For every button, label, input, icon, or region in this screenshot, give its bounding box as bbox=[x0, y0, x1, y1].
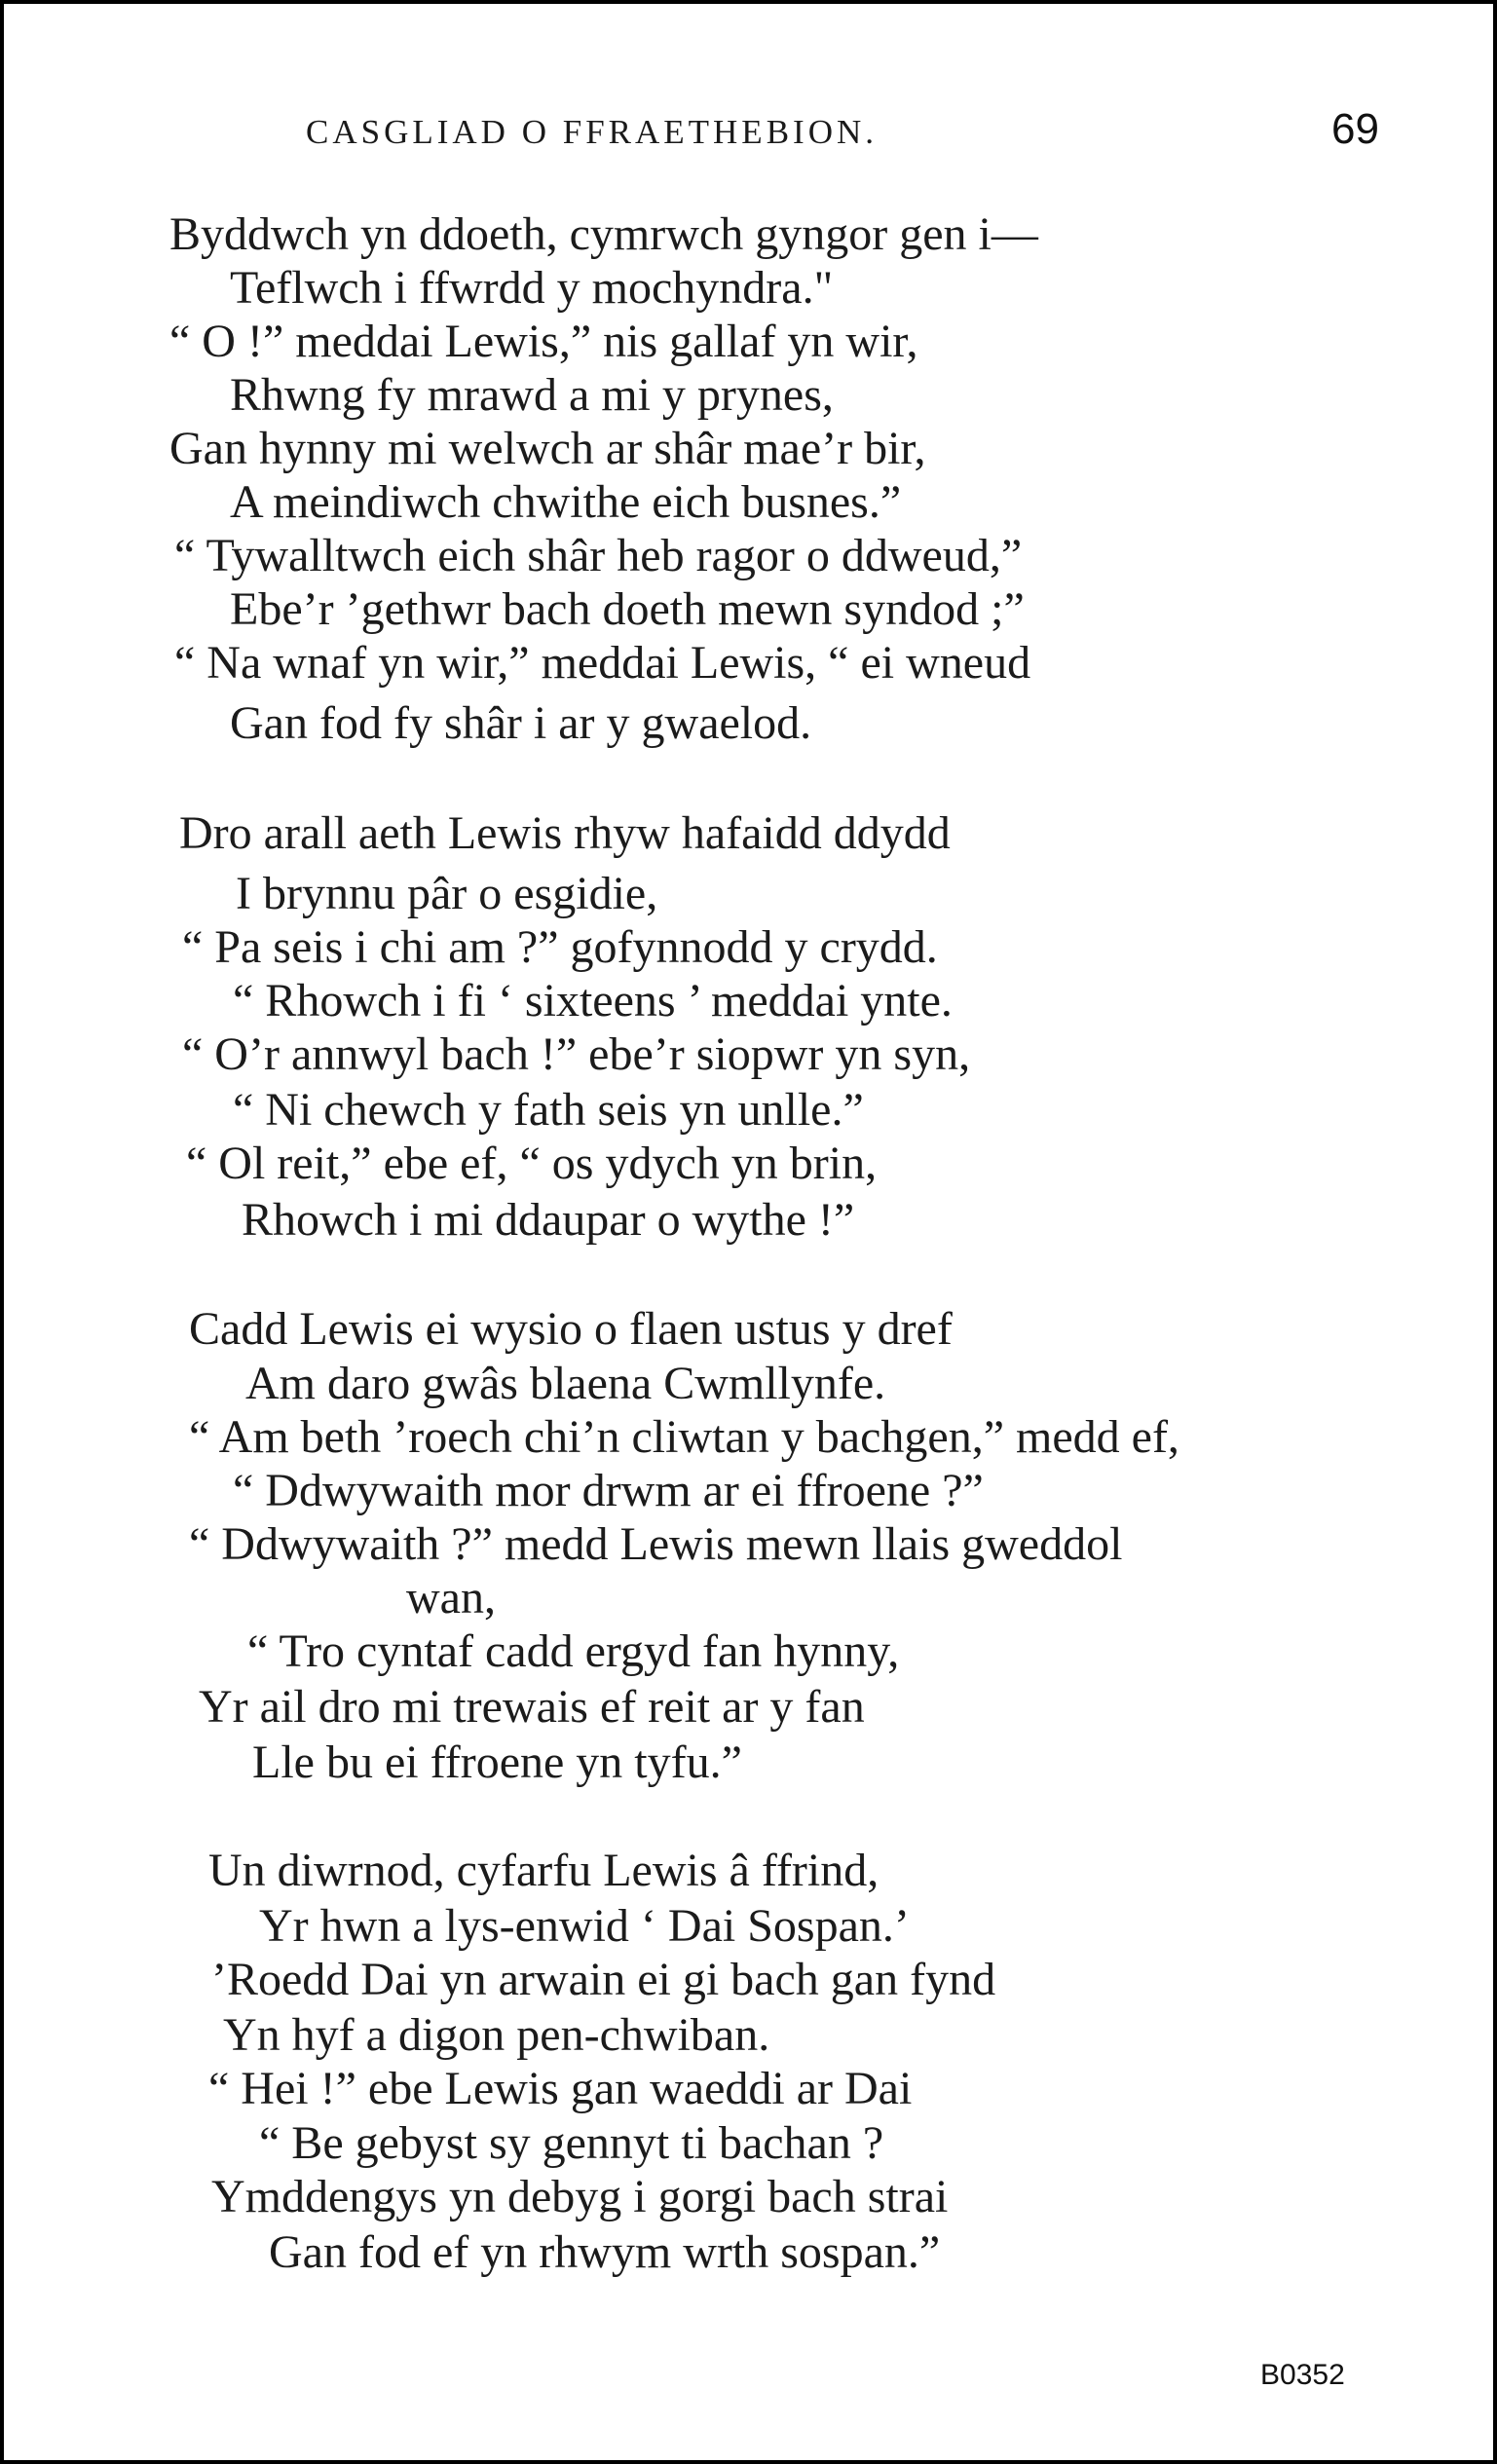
verse-line: Am daro gwâs blaena Cwmllynfe. bbox=[245, 1358, 886, 1409]
verse-line: “ Ddwywaith ?” medd Lewis mewn llais gweddol bbox=[189, 1518, 1123, 1570]
verse-line: “ Tywalltwch eich shâr heb ragor o ddweud,” bbox=[174, 530, 1023, 581]
verse-line: ’Roedd Dai yn arwain ei gi bach gan fynd bbox=[211, 1954, 996, 2005]
verse-line: Rhowch i mi ddaupar o wythe !” bbox=[242, 1194, 855, 1246]
verse-line: Teflwch i ffwrdd y mochyndra." bbox=[230, 262, 834, 314]
verse-line: “ Hei !” ebe Lewis gan waeddi ar Dai bbox=[208, 2063, 913, 2114]
verse-line: “ O !” meddai Lewis,” nis gallaf yn wir, bbox=[169, 316, 918, 367]
running-header: CASGLIAD O FFRAETHEBION. bbox=[306, 113, 878, 151]
page-number: 69 bbox=[1331, 105, 1379, 153]
verse-line: I brynnu pâr o esgidie, bbox=[236, 868, 658, 919]
verse-line: Yn hyf a digon pen-chwiban. bbox=[223, 2009, 770, 2061]
verse-line: Gan fod fy shâr i ar y gwaelod. bbox=[230, 697, 812, 749]
verse-line: A meindiwch chwithe eich busnes.” bbox=[230, 476, 902, 528]
verse-line: “ Rhowch i fi ‘ sixteens ’ meddai ynte. bbox=[233, 975, 953, 1027]
verse-line: “ Tro cyntaf cadd ergyd fan hynny, bbox=[247, 1625, 900, 1677]
verse-line: Gan hynny mi welwch ar shâr mae’r bir, bbox=[169, 423, 926, 474]
verse-line: “ Ol reit,” ebe ef, “ os ydych yn brin, bbox=[186, 1138, 878, 1189]
verse-line: Ymddengys yn debyg i gorgi bach strai bbox=[211, 2171, 949, 2222]
verse-line: “ O’r annwyl bach !” ebe’r siopwr yn syn, bbox=[182, 1028, 971, 1080]
verse-line: Rhwng fy mrawd a mi y prynes, bbox=[230, 369, 834, 421]
verse-line: “ Na wnaf yn wir,” meddai Lewis, “ ei wneud bbox=[174, 637, 1031, 689]
verse-line: “ Ddwywaith mor drwm ar ei ffroene ?” bbox=[233, 1465, 984, 1516]
verse-line: Dro arall aeth Lewis rhyw hafaidd ddydd bbox=[179, 807, 951, 859]
verse-line: Lle bu ei ffroene yn tyfu.” bbox=[252, 1736, 742, 1788]
catalog-id: B0352 bbox=[1260, 2359, 1345, 2391]
verse-line: “ Am beth ’roech chi’n cliwtan y bachgen,” medd ef, bbox=[189, 1411, 1179, 1463]
verse-line: Yr ail dro mi trewais ef reit ar y fan bbox=[199, 1681, 865, 1733]
verse-line: “ Pa seis i chi am ?” gofynnodd y crydd. bbox=[182, 921, 938, 973]
verse-line: Byddwch yn ddoeth, cymrwch gyngor gen i— bbox=[169, 208, 1038, 260]
verse-line: wan, bbox=[406, 1572, 496, 1624]
verse-line: Un diwrnod, cyfarfu Lewis â ffrind, bbox=[208, 1845, 879, 1896]
verse-line: Yr hwn a lys-enwid ‘ Dai Sospan.’ bbox=[259, 1900, 910, 1952]
verse-line: “ Be gebyst sy gennyt ti bachan ? bbox=[259, 2117, 884, 2169]
verse-line: Ebe’r ’gethwr bach doeth mewn syndod ;” bbox=[230, 583, 1025, 635]
verse-line: “ Ni chewch y fath seis yn unlle.” bbox=[233, 1084, 864, 1136]
verse-line: Gan fod ef yn rhwym wrth sospan.” bbox=[269, 2226, 941, 2278]
verse-line: Cadd Lewis ei wysio o flaen ustus y dref bbox=[189, 1303, 953, 1355]
